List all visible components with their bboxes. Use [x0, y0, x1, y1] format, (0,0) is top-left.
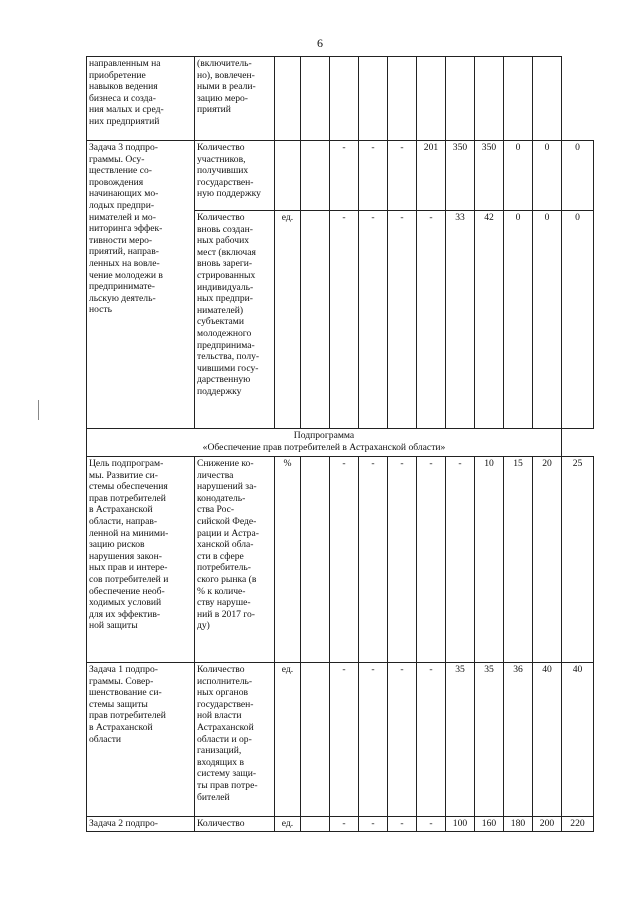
- scan-margin-mark: [38, 400, 39, 420]
- task-cell: Задача 1 подпро- граммы. Совер- шенствование си- стемы защиты прав потребителей в Астраханской области: [87, 663, 195, 817]
- value-cell: [301, 141, 330, 211]
- value-cell: 0: [533, 211, 562, 429]
- value-cell: -: [359, 457, 388, 663]
- unit-cell: [275, 141, 301, 211]
- value-cell: -: [388, 663, 417, 817]
- value-cell: 0: [562, 211, 594, 429]
- value-cell: -: [330, 211, 359, 429]
- value-cell: [475, 57, 504, 141]
- value-cell: [330, 57, 359, 141]
- unit-cell: ед.: [275, 817, 301, 832]
- value-cell: 35: [475, 663, 504, 817]
- table-row: [87, 141, 594, 211]
- value-cell: 160: [475, 817, 504, 832]
- value-cell: 33: [446, 211, 475, 429]
- value-cell: -: [388, 817, 417, 832]
- value-cell: 0: [562, 141, 594, 211]
- value-cell: -: [359, 817, 388, 832]
- value-cell: -: [388, 141, 417, 211]
- task-cell: Задача 2 подпро-: [87, 817, 195, 832]
- subprogram-name: «Обеспечение прав потребителей в Астраханской области»: [202, 441, 446, 453]
- value-cell: [301, 211, 330, 429]
- value-cell: [446, 57, 475, 141]
- value-cell: [359, 57, 388, 141]
- subprogram-header-row: [87, 429, 594, 457]
- indicator-cell: Количество участников, получивших государствен- ную поддержку: [195, 141, 275, 211]
- indicator-cell: Снижение ко- личества нарушений за- конодатель- ства Рос- сийской Феде- рации и Астра- ханской обла- сти в сфере потребитель- ского рынка (в % к количе- ству наруше- ний в 2017 го- ду): [195, 457, 275, 663]
- value-cell: -: [417, 817, 446, 832]
- value-cell: 35: [446, 663, 475, 817]
- table-row: [87, 57, 594, 141]
- value-cell: [533, 57, 562, 141]
- table-row: [87, 663, 594, 817]
- value-cell: 0: [533, 141, 562, 211]
- table-row: [87, 457, 594, 663]
- value-cell: -: [388, 211, 417, 429]
- value-cell: 350: [446, 141, 475, 211]
- task-cell: Цель подпрограм- мы. Развитие си- стемы обеспечения прав потребителей в Астраханской области, направ- ленной на миними- зацию рисков нарушения закон- ных прав и интере- сов потребителей и обеспечение необ- ходимых условий для их эффектив- ной защиты: [87, 457, 195, 663]
- indicator-cell: (включитель- но), вовлечен- ными в реали- зацию меро- приятий: [195, 57, 275, 141]
- task-cell: направленным на приобретение навыков ведения бизнеса и созда- ния малых и сред- них предприятий: [87, 57, 195, 141]
- subprogram-label: Подпрограмма: [293, 430, 355, 441]
- value-cell: 42: [475, 211, 504, 429]
- value-cell: -: [417, 663, 446, 817]
- value-cell: 15: [504, 457, 533, 663]
- value-cell: [417, 57, 446, 141]
- value-cell: 0: [504, 211, 533, 429]
- unit-cell: %: [275, 457, 301, 663]
- value-cell: [301, 663, 330, 817]
- value-cell: -: [330, 817, 359, 832]
- value-cell: 200: [533, 817, 562, 832]
- indicator-cell: Количество: [195, 817, 275, 832]
- value-cell: [301, 817, 330, 832]
- subprogram-header: [87, 429, 562, 457]
- value-cell: -: [417, 457, 446, 663]
- value-cell: 0: [504, 141, 533, 211]
- value-cell: -: [330, 663, 359, 817]
- value-cell: 100: [446, 817, 475, 832]
- page-number: 6: [317, 36, 323, 50]
- value-cell: -: [359, 663, 388, 817]
- value-cell: 350: [475, 141, 504, 211]
- value-cell: 20: [533, 457, 562, 663]
- indicator-cell: Количество вновь создан- ных рабочих мест (включая вновь зареги- стрированных индивидуаль- ных предпри- нимателей) субъектами молодежного предпринима- тельства, полу- чившими госу- дарственную поддержку: [195, 211, 275, 429]
- unit-cell: ед.: [275, 663, 301, 817]
- value-cell: [504, 57, 533, 141]
- value-cell: [301, 457, 330, 663]
- value-cell: 36: [504, 663, 533, 817]
- value-cell: -: [330, 141, 359, 211]
- value-cell: 40: [533, 663, 562, 817]
- value-cell: 201: [417, 141, 446, 211]
- value-cell: -: [330, 457, 359, 663]
- unit-cell: ед.: [275, 211, 301, 429]
- value-cell: [388, 57, 417, 141]
- indicators-table: [86, 56, 594, 832]
- indicator-cell: Количество исполнитель- ных органов государствен- ной власти Астраханской области и ор- ганизаций, входящих в систему защи- ты прав потре- бителей: [195, 663, 275, 817]
- value-cell: 40: [562, 663, 594, 817]
- value-cell: -: [446, 457, 475, 663]
- value-cell: -: [417, 211, 446, 429]
- value-cell: -: [359, 211, 388, 429]
- task-cell: Задача 3 подпро- граммы. Осу- ществление со- провождения начинающих мо- лодых предпри- нимателей и мо- ниторинга эффек- тивности меро- приятий, направ- ленных на вовле- чение молодежи в предпринимате- льскую деятель- ность: [87, 141, 195, 429]
- value-cell: 180: [504, 817, 533, 832]
- value-cell: -: [359, 141, 388, 211]
- value-cell: [301, 57, 330, 141]
- value-cell: 25: [562, 457, 594, 663]
- value-cell: -: [388, 457, 417, 663]
- table-row: [87, 817, 594, 832]
- unit-cell: [275, 57, 301, 141]
- value-cell: 220: [562, 817, 594, 832]
- value-cell: 10: [475, 457, 504, 663]
